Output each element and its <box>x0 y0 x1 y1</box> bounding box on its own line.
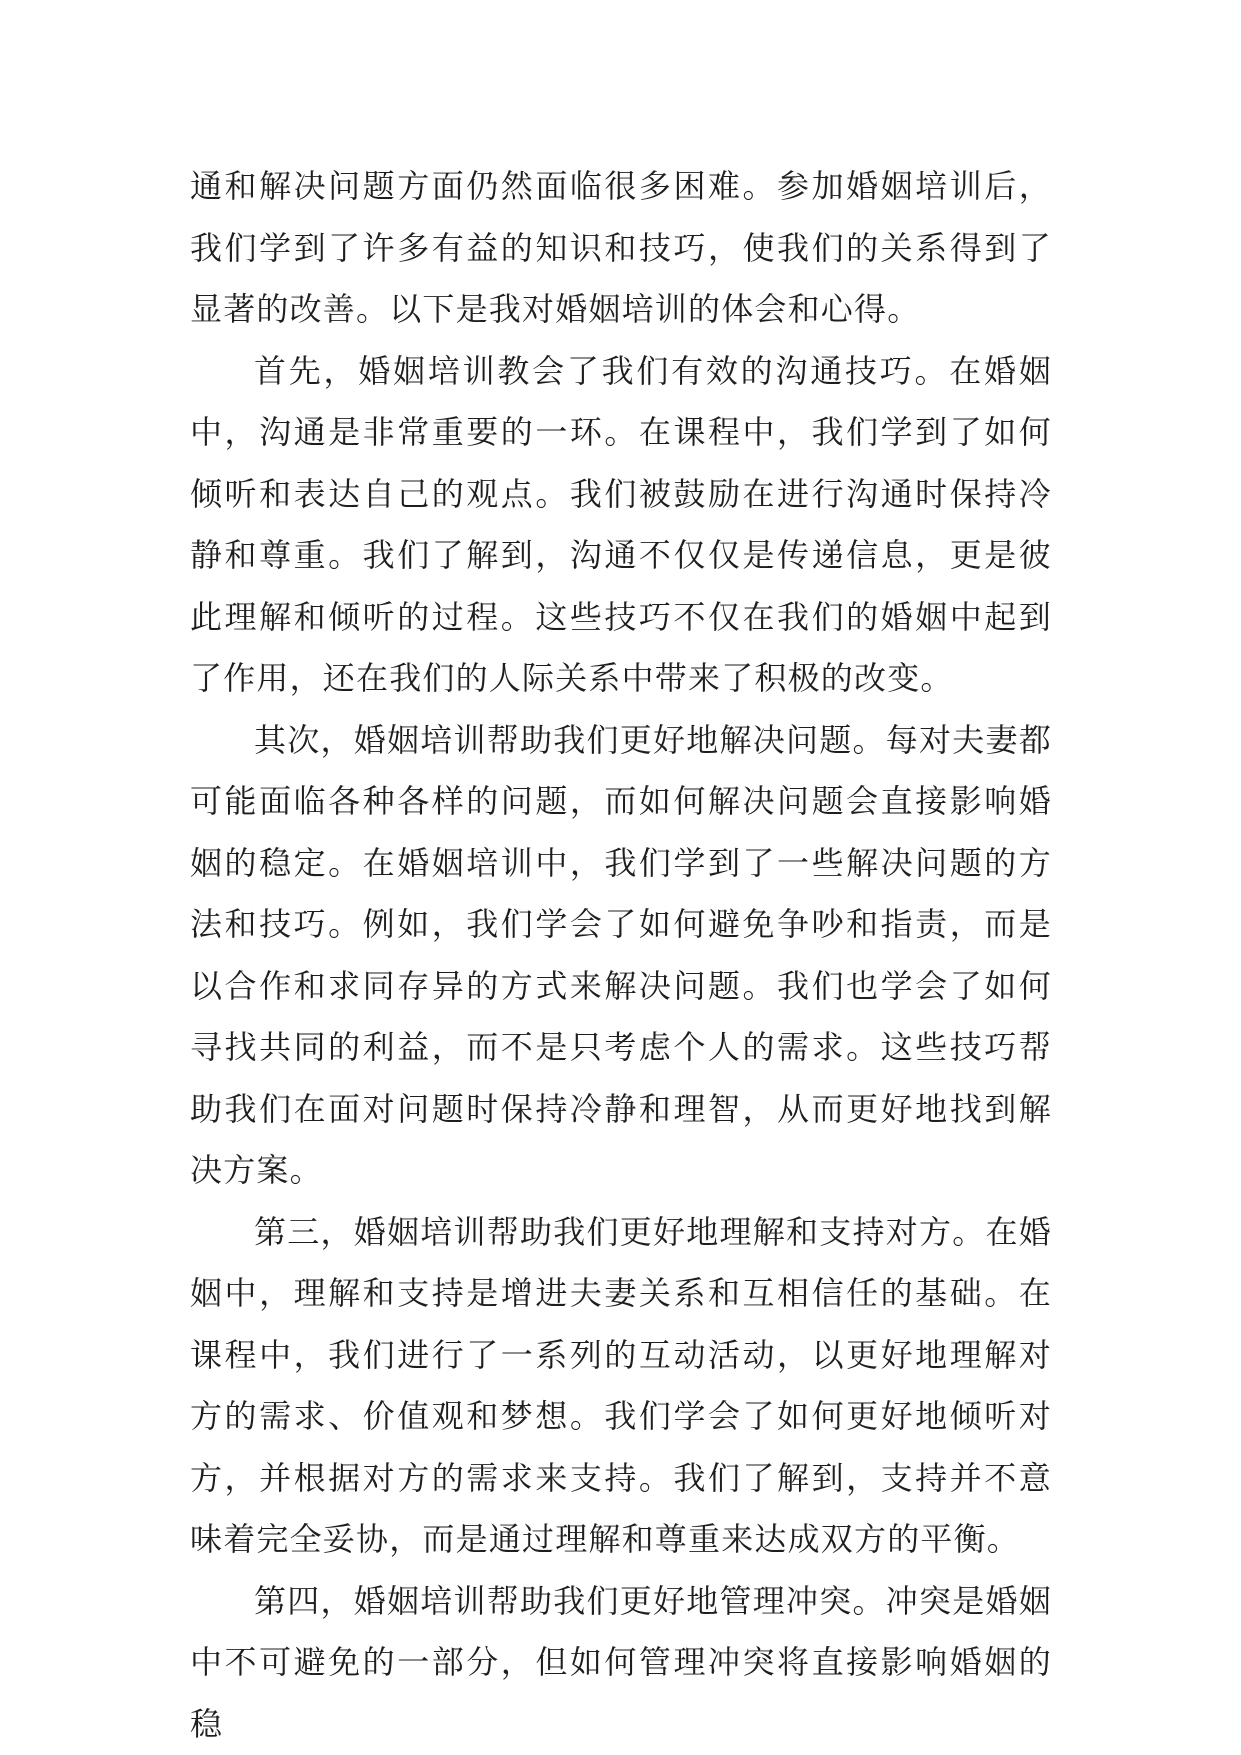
paragraph-continuation: 通和解决问题方面仍然面临很多困难。参加婚姻培训后，我们学到了许多有益的知识和技巧，使我们的关系得到了显著的改善。以下是我对婚姻培训的体会和心得。 <box>190 156 1052 341</box>
paragraph-understanding-support: 第三，婚姻培训帮助我们更好地理解和支持对方。在婚姻中，理解和支持是增进夫妻关系和互相信任的基础。在课程中，我们进行了一系列的互动活动，以更好地理解对方的需求、价值观和梦想。我们学会了如何更好地倾听对方，并根据对方的需求来支持。我们了解到，支持并不意味着完全妥协，而是通过理解和尊重来达成双方的平衡。 <box>190 1202 1052 1571</box>
paragraph-conflict-management: 第四，婚姻培训帮助我们更好地管理冲突。冲突是婚姻中不可避免的一部分，但如何管理冲突将直接影响婚姻的稳 <box>190 1571 1052 1755</box>
document-body <box>190 156 1052 1755</box>
paragraph-problem-solving: 其次，婚姻培训帮助我们更好地解决问题。每对夫妻都可能面临各种各样的问题，而如何解决问题会直接影响婚姻的稳定。在婚姻培训中，我们学到了一些解决问题的方法和技巧。例如，我们学会了如何避免争吵和指责，而是以合作和求同存异的方式来解决问题。我们也学会了如何寻找共同的利益，而不是只考虑个人的需求。这些技巧帮助我们在面对问题时保持冷静和理智，从而更好地找到解决方案。 <box>190 710 1052 1202</box>
paragraph-communication: 首先，婚姻培训教会了我们有效的沟通技巧。在婚姻中，沟通是非常重要的一环。在课程中，我们学到了如何倾听和表达自己的观点。我们被鼓励在进行沟通时保持冷静和尊重。我们了解到，沟通不仅仅是传递信息，更是彼此理解和倾听的过程。这些技巧不仅在我们的婚姻中起到了作用，还在我们的人际关系中带来了积极的改变。 <box>190 341 1052 710</box>
